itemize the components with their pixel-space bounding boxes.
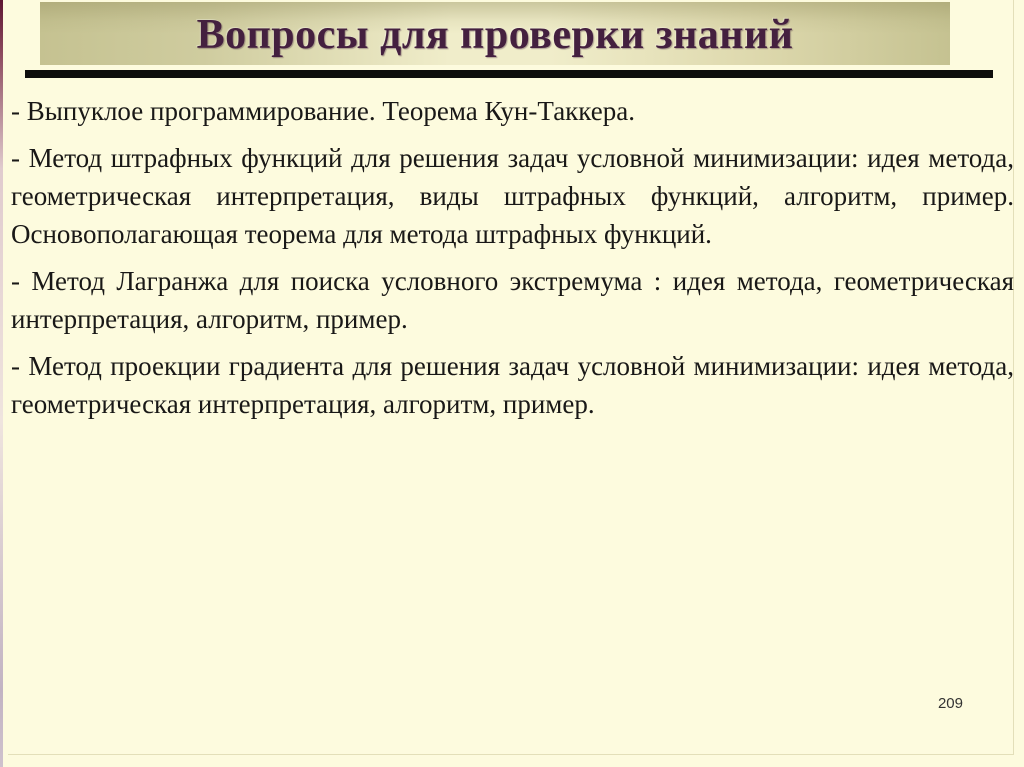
title-divider-line bbox=[25, 70, 993, 78]
slide-body bbox=[11, 92, 1014, 432]
bullet-item: - Выпуклое программирование. Теорема Кун-Таккера. bbox=[11, 96, 635, 126]
left-border-accent bbox=[0, 0, 3, 767]
bullet-item: - Метод штрафных функций для решения задач условной минимизации: идея метода, геометрическая интерпретация, виды штрафных функций, алгоритм, пример. Основополагающая теорема для метода штрафных функций. bbox=[11, 143, 1014, 249]
slide-title: Вопросы для проверки знаний bbox=[196, 11, 794, 58]
title-bar bbox=[40, 2, 950, 65]
bullet-item: - Метод проекции градиента для решения задач условной минимизации: идея метода, геометрическая интерпретация, алгоритм, пример. bbox=[11, 351, 1014, 419]
page-number: 209 bbox=[937, 695, 963, 712]
bullet-item: - Метод Лагранжа для поиска условного экстремума : идея метода, геометрическая интерпретация, алгоритм, пример. bbox=[11, 266, 1014, 334]
